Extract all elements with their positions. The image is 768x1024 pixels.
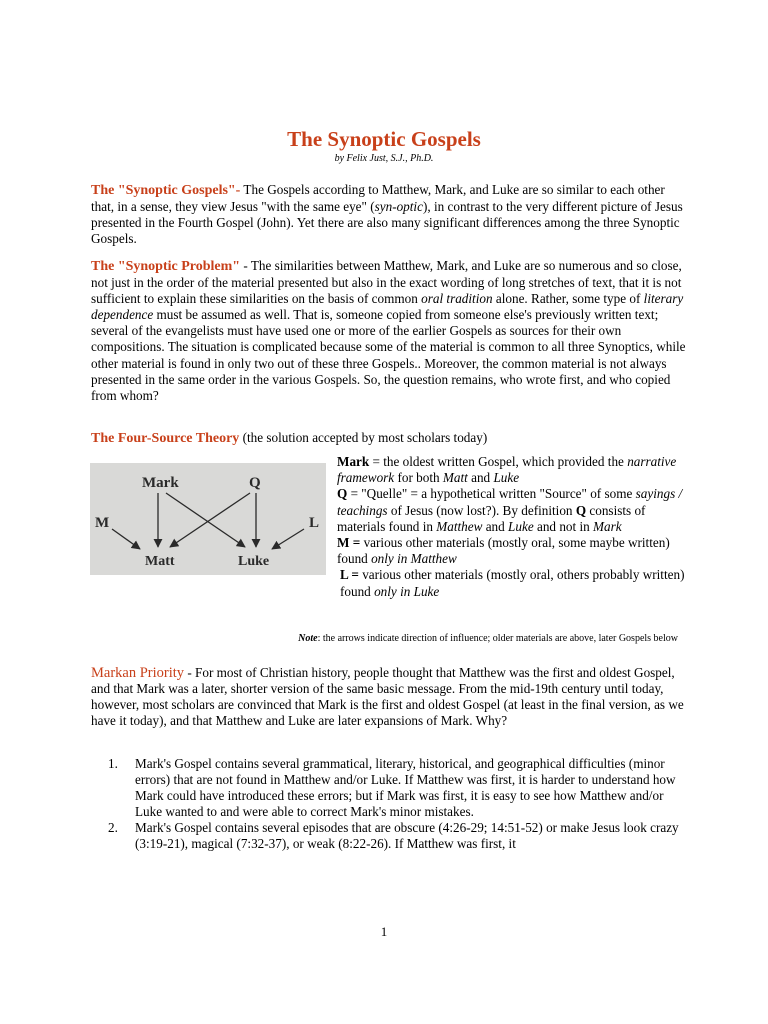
section-markan-priority: Markan Priority - For most of Christian history, people thought that Matthew was the first and oldest Gospel, and that Mark was a later, shorter version of the same basic message. From the mid-19th century until today, however, most scholars are convinced that Mark is the first and oldest Gospel (at least in the final version, as we have it today), and that Matthew and Luke are later expansions of Mark. Why?	[91, 665, 684, 729]
arrow-l-luke	[272, 529, 304, 549]
label-l: L	[309, 515, 320, 531]
label-mark: Mark	[142, 475, 179, 491]
four-source-diagram	[90, 463, 326, 575]
arrow-mark-luke	[166, 493, 245, 547]
label-luke: Luke	[238, 554, 270, 569]
page-number: 1	[380, 924, 388, 939]
byline: by Felix Just, S.J., Ph.D.	[334, 153, 434, 164]
definition-l: L = various other materials (mostly oral, others probably written) found only in Luke	[340, 567, 685, 599]
section-heading: The "Synoptic Gospels"-	[91, 183, 241, 198]
definition-m: M = various other materials (mostly oral, some maybe written) found only in Matthew	[337, 535, 670, 567]
reasons-list	[108, 756, 688, 853]
section-four-source-theory: The Four-Source Theory (the solution accepted by most scholars today)	[91, 430, 488, 446]
section-heading: The Four-Source Theory	[91, 431, 240, 446]
diagram-note: Note: the arrows indicate direction of influence; older materials are above, later Gospels below	[298, 633, 678, 644]
section-synoptic-problem: The "Synoptic Problem" - The similarities between Matthew, Mark, and Luke are so numerous and so close, not just in the order of the material presented but also in the exact wording of long stretches of text, that it is not sufficient to explain these similarities on the basis of common oral tradition alone. Rather, some type of literary dependence must be assumed as well. That is, someone copied from someone else's previously written text; several of the evangelists must have used one or more of the earlier Gospels as sources for their own compositions. The situation is complicated because some of the material is common to all three Synoptics, while other material is found in only two out of these three Gospels.. Moreover, the common material is not always presented in the same order in the various Gospels. So, the question remains, who wrote first, and who copied from whom?	[91, 258, 686, 403]
definition-q: Q = "Quelle" = a hypothetical written "Source" of some sayings / teachings of Jesus (now lost?). By definition Q consists of materials found in Matthew and Luke and not in Mark	[337, 486, 683, 534]
section-heading: Markan Priority	[91, 665, 185, 681]
page-title: The Synoptic Gospels	[287, 127, 481, 151]
arrow-q-matt	[170, 493, 250, 547]
section-synoptic-gospels: The "Synoptic Gospels"- The Gospels according to Matthew, Mark, and Luke are so similar to each other that, in a sense, they view Jesus "with the same eye" (syn-optic), in contrast to the very different picture of Jesus presented in the Fourth Gospel (John). Yet there are also many significant differences among the three Synoptic Gospels.	[91, 182, 683, 247]
definition-mark: Mark = the oldest written Gospel, which provided the narrative framework for both Matt and Luke	[337, 454, 677, 486]
label-q: Q	[249, 475, 261, 491]
diagram-svg	[90, 463, 326, 575]
source-definitions	[337, 454, 697, 600]
arrow-m-matt	[112, 529, 140, 549]
label-matt: Matt	[145, 554, 175, 569]
label-m: M	[95, 515, 110, 531]
list-item: 1. Mark's Gospel contains several grammatical, literary, historical, and geographical difficulties (minor errors) that are not found in Matthew and/or Luke. If Matthew was first, it is harder to understand how Mark could have introduced these errors; but if Mark was first, it is easy to see how Matthew and/or Luke wanted to and were able to correct Mark's minor mistakes.	[108, 756, 676, 820]
section-heading: The "Synoptic Problem"	[91, 259, 241, 274]
list-item: 2. Mark's Gospel contains several episodes that are obscure (4:26-29; 14:51-52) or make Jesus look crazy (3:19-21), magical (7:32-37), or weak (8:22-26). If Matthew was first, it	[108, 820, 679, 852]
